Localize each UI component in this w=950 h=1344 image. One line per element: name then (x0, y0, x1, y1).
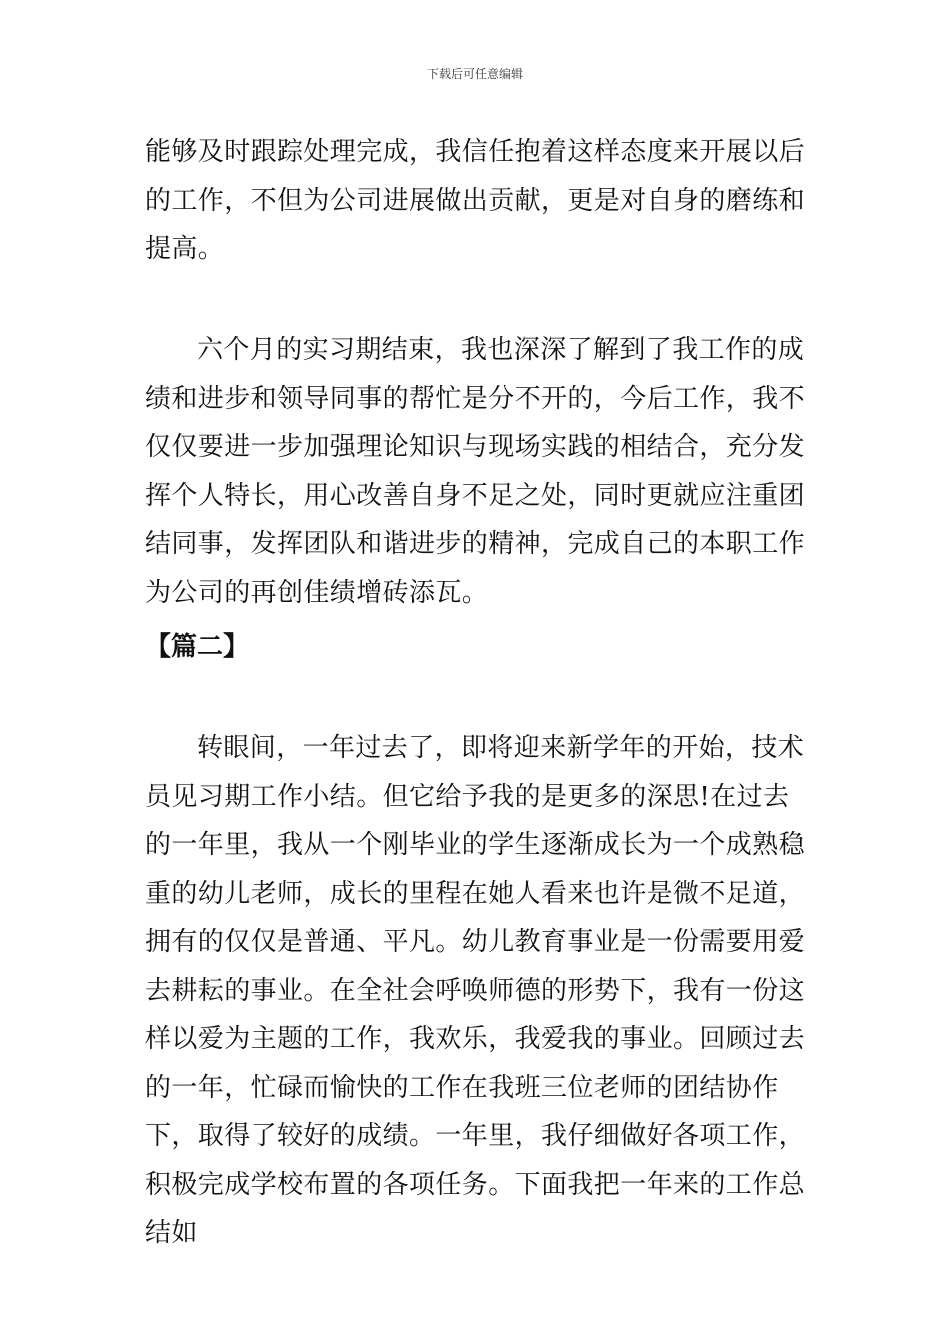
paragraph-2: 六个月的实习期结束，我也深深了解到了我工作的成绩和进步和领导同事的帮忙是分不开的，今后工作，我不仅仅要进一步加强理论知识与现场实践的相结合，充分发挥个人特长，用心改善自身不足之处，同时更就应注重团结同事，发挥团队和谐进步的精神，完成自己的本职工作为公司的再创佳绩增砖添瓦。 (145, 335, 806, 608)
section-heading: 【篇二】 (145, 632, 250, 662)
paragraph-1: 能够及时跟踪处理完成，我信任抱着这样态度来开展以后的工作，不但为公司进展做出贡献，更是对自身的磨练和提高。 (145, 137, 806, 264)
section-paragraph: 转眼间，一年过去了，即将迎来新学年的开始，技术员见习期工作小结。但它给予我的是更多的深思!在过去的一年里，我从一个刚毕业的学生逐渐成长为一个成熟稳重的幼儿老师，成长的里程在她人看来也许是微不足道，拥有的仅仅是普通、平凡。幼儿教育事业是一份需要用爱去耕耘的事业。在全社会呼唤师德的形势下，我有一份这样以爱为主题的工作，我欢乐，我爱我的事业。回顾过去的一年，忙碌而愉快的工作在我班三位老师的团结协作下，取得了较好的成绩。一年里，我仔细做好各项工作，积极完成学校布置的各项任务。下面我把一年来的工作总结如 (145, 733, 806, 1248)
page-header: 下载后可任意编辑 (426, 67, 523, 81)
